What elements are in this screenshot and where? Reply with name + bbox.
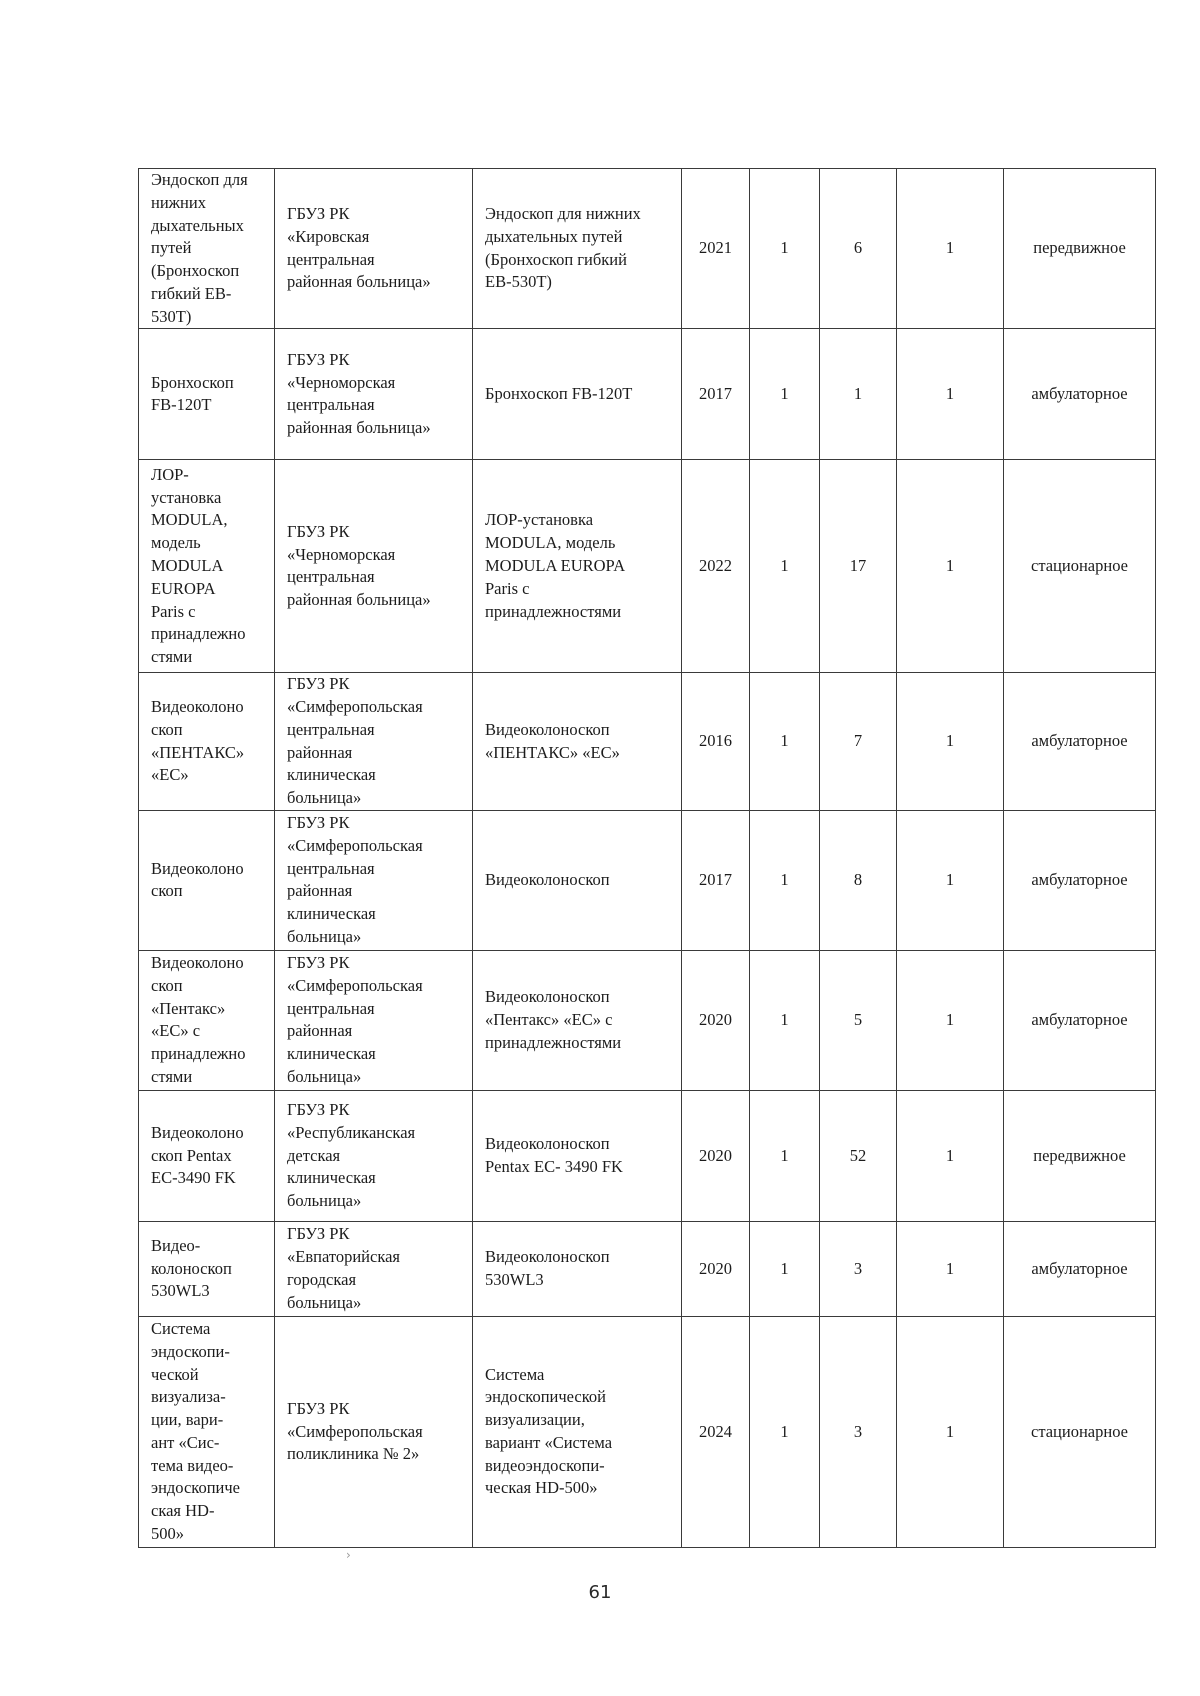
- usage-type-cell: [1004, 1316, 1156, 1547]
- equipment-name: Видео- колоноскоп 530WL3: [151, 1235, 232, 1301]
- quantity-cell: [750, 169, 820, 329]
- table-row: [139, 1221, 1156, 1316]
- equipment-description: Видеоколоноскоп «ПЕНТАКС» «ЕС»: [485, 719, 620, 762]
- units-value: 1: [945, 870, 955, 890]
- units-cell: [897, 810, 1004, 950]
- table-row: [139, 169, 1156, 329]
- table-row: [139, 1090, 1156, 1221]
- equipment-description-cell: [473, 169, 682, 329]
- count-value: 1: [853, 383, 863, 403]
- units-cell: [897, 329, 1004, 460]
- table-row: [139, 950, 1156, 1090]
- table-row: [139, 810, 1156, 950]
- equipment-name: Эндоскоп для нижних дыхательных путей (Бронхоскоп гибкий ЕВ- 530Т): [151, 170, 248, 326]
- units-cell: [897, 673, 1004, 811]
- usage-type: амбулаторное: [1031, 383, 1128, 403]
- scan-artifact-mark: ›: [346, 1548, 351, 1562]
- equipment-description-cell: [473, 673, 682, 811]
- organization-name: ГБУЗ РК «Кировская центральная районная больница»: [287, 204, 431, 292]
- page-number: 61: [588, 1582, 612, 1603]
- count-value: 3: [853, 1421, 863, 1441]
- year-cell: [682, 169, 750, 329]
- organization-name: ГБУЗ РК «Симферопольская центральная районная клиническая больница»: [287, 813, 423, 946]
- quantity-cell: [750, 673, 820, 811]
- organization-name: ГБУЗ РК «Евпаторийская городская больница»: [287, 1224, 401, 1312]
- usage-type-cell: [1004, 950, 1156, 1090]
- quantity-value: 1: [780, 238, 789, 258]
- count-value: 7: [853, 731, 863, 751]
- usage-type-cell: [1004, 329, 1156, 460]
- units-cell: [897, 169, 1004, 329]
- units-value: 1: [945, 1145, 955, 1165]
- quantity-cell: [750, 950, 820, 1090]
- usage-type-cell: [1004, 1090, 1156, 1221]
- units-value: 1: [945, 383, 955, 403]
- equipment-name-cell: [139, 1316, 275, 1547]
- year-value: 2020: [699, 1010, 732, 1030]
- count-cell: [820, 169, 897, 329]
- quantity-value: 1: [780, 1421, 789, 1441]
- equipment-name-cell: [139, 460, 275, 673]
- year-cell: [682, 673, 750, 811]
- count-value: 8: [853, 870, 863, 890]
- count-value: 3: [853, 1258, 863, 1278]
- equipment-description: Видеоколоноскоп: [485, 870, 610, 890]
- count-cell: [820, 460, 897, 673]
- count-cell: [820, 810, 897, 950]
- units-value: 1: [945, 1421, 955, 1441]
- count-value: 17: [849, 555, 867, 575]
- count-value: 6: [853, 238, 863, 258]
- equipment-description: Видеоколоноскоп «Пентакс» «ЕС» с принадлежностями: [485, 987, 622, 1052]
- usage-type: стационарное: [1031, 555, 1128, 575]
- organization-cell: [275, 460, 473, 673]
- units-value: 1: [945, 731, 955, 751]
- equipment-name-cell: [139, 810, 275, 950]
- organization-name: ГБУЗ РК «Республиканская детская клиническая больница»: [287, 1100, 416, 1211]
- count-cell: [820, 1316, 897, 1547]
- units-cell: [897, 950, 1004, 1090]
- quantity-value: 1: [780, 1258, 789, 1278]
- units-value: 1: [945, 1010, 955, 1030]
- organization-cell: [275, 1221, 473, 1316]
- equipment-table: [138, 168, 1156, 1548]
- organization-cell: [275, 1090, 473, 1221]
- usage-type-cell: [1004, 810, 1156, 950]
- year-value: 2022: [699, 555, 732, 575]
- year-cell: [682, 460, 750, 673]
- quantity-value: 1: [780, 383, 789, 403]
- units-value: 1: [945, 1258, 955, 1278]
- quantity-cell: [750, 1221, 820, 1316]
- organization-name: ГБУЗ РК «Симферопольская поликлиника № 2»: [287, 1398, 423, 1464]
- usage-type: передвижное: [1033, 1145, 1126, 1165]
- equipment-description-cell: [473, 950, 682, 1090]
- count-cell: [820, 329, 897, 460]
- year-value: 2016: [699, 731, 732, 751]
- equipment-name-cell: [139, 1090, 275, 1221]
- quantity-cell: [750, 810, 820, 950]
- equipment-description-cell: [473, 1221, 682, 1316]
- quantity-value: 1: [780, 555, 789, 575]
- equipment-name-cell: [139, 1221, 275, 1316]
- equipment-name: ЛОР- установка MODULA, модель MODULA EUROPA Paris с принадлежно стями: [151, 464, 246, 667]
- usage-type: передвижное: [1033, 238, 1126, 258]
- organization-cell: [275, 673, 473, 811]
- units-cell: [897, 1090, 1004, 1221]
- quantity-value: 1: [780, 731, 789, 751]
- year-value: 2021: [699, 238, 732, 258]
- organization-name: ГБУЗ РК «Черноморская центральная районная больница»: [287, 521, 431, 610]
- quantity-value: 1: [780, 1145, 789, 1165]
- year-value: 2020: [699, 1145, 732, 1165]
- quantity-value: 1: [780, 870, 789, 890]
- equipment-description-cell: [473, 1316, 682, 1547]
- quantity-cell: [750, 1090, 820, 1221]
- usage-type: стационарное: [1031, 1421, 1128, 1441]
- count-value: 52: [849, 1145, 867, 1165]
- year-cell: [682, 810, 750, 950]
- organization-cell: [275, 329, 473, 460]
- year-cell: [682, 950, 750, 1090]
- organization-cell: [275, 950, 473, 1090]
- table-body: [139, 169, 1156, 1548]
- quantity-value: 1: [780, 1010, 789, 1030]
- usage-type-cell: [1004, 169, 1156, 329]
- year-cell: [682, 1221, 750, 1316]
- organization-name: ГБУЗ РК «Симферопольская центральная районная клиническая больница»: [287, 953, 423, 1086]
- table-row: [139, 673, 1156, 811]
- usage-type: амбулаторное: [1031, 1010, 1128, 1030]
- equipment-name: Видеоколоно скоп «ПЕНТАКС» «ЕС»: [151, 697, 245, 785]
- organization-cell: [275, 810, 473, 950]
- count-value: 5: [853, 1010, 863, 1030]
- equipment-description: ЛОР-установка MODULA, модель MODULA EUROPA Paris с принадлежностями: [485, 510, 626, 621]
- quantity-cell: [750, 1316, 820, 1547]
- usage-type-cell: [1004, 460, 1156, 673]
- usage-type: амбулаторное: [1031, 731, 1128, 751]
- units-cell: [897, 460, 1004, 673]
- equipment-description: Эндоскоп для нижних дыхательных путей (Бронхоскоп гибкий ЕВ-530Т): [485, 204, 641, 292]
- equipment-name: Видеоколоно скоп Pentax EC-3490 FK: [151, 1122, 244, 1188]
- units-value: 1: [945, 238, 955, 258]
- year-value: 2020: [699, 1258, 732, 1278]
- year-value: 2024: [699, 1421, 732, 1441]
- equipment-description-cell: [473, 810, 682, 950]
- usage-type-cell: [1004, 673, 1156, 811]
- table-row: [139, 329, 1156, 460]
- equipment-description: Система эндоскопической визуализации, вариант «Система видеоэндоскопи- ческая HD-500»: [485, 1364, 613, 1498]
- equipment-description: Видеоколоноскоп Pentax EC- 3490 FK: [485, 1134, 623, 1176]
- equipment-name-cell: [139, 673, 275, 811]
- equipment-description: Бронхоскоп FB-120T: [485, 383, 633, 403]
- units-cell: [897, 1221, 1004, 1316]
- quantity-cell: [750, 460, 820, 673]
- organization-cell: [275, 1316, 473, 1547]
- count-cell: [820, 673, 897, 811]
- table-row: [139, 460, 1156, 673]
- organization-name: ГБУЗ РК «Симферопольская центральная районная клиническая больница»: [287, 674, 423, 808]
- table-row: [139, 1316, 1156, 1547]
- count-cell: [820, 1090, 897, 1221]
- organization-name: ГБУЗ РК «Черноморская центральная районная больница»: [287, 349, 431, 438]
- equipment-description-cell: [473, 460, 682, 673]
- equipment-name: Система эндоскопи- ческой визуализа- ции, вари- ант «Сис- тема видео- эндоскопиче ская HD- 500»: [151, 1319, 241, 1544]
- equipment-description-cell: [473, 1090, 682, 1221]
- usage-type: амбулаторное: [1031, 870, 1128, 890]
- year-value: 2017: [699, 383, 732, 403]
- year-cell: [682, 1090, 750, 1221]
- units-cell: [897, 1316, 1004, 1547]
- equipment-name: Видеоколоно скоп: [151, 858, 244, 901]
- quantity-cell: [750, 329, 820, 460]
- equipment-name: Видеоколоно скоп «Пентакс» «ЕС» с принадлежно стями: [151, 953, 246, 1086]
- count-cell: [820, 1221, 897, 1316]
- equipment-name-cell: [139, 950, 275, 1090]
- equipment-name-cell: [139, 329, 275, 460]
- usage-type-cell: [1004, 1221, 1156, 1316]
- units-value: 1: [945, 555, 955, 575]
- usage-type: амбулаторное: [1031, 1258, 1128, 1278]
- count-cell: [820, 950, 897, 1090]
- year-cell: [682, 329, 750, 460]
- year-cell: [682, 1316, 750, 1547]
- equipment-name: Бронхоскоп FB-120T: [151, 372, 234, 415]
- year-value: 2017: [699, 870, 732, 890]
- equipment-description-cell: [473, 329, 682, 460]
- organization-cell: [275, 169, 473, 329]
- equipment-name-cell: [139, 169, 275, 329]
- equipment-description: Видеоколоноскоп 530WL3: [485, 1247, 610, 1289]
